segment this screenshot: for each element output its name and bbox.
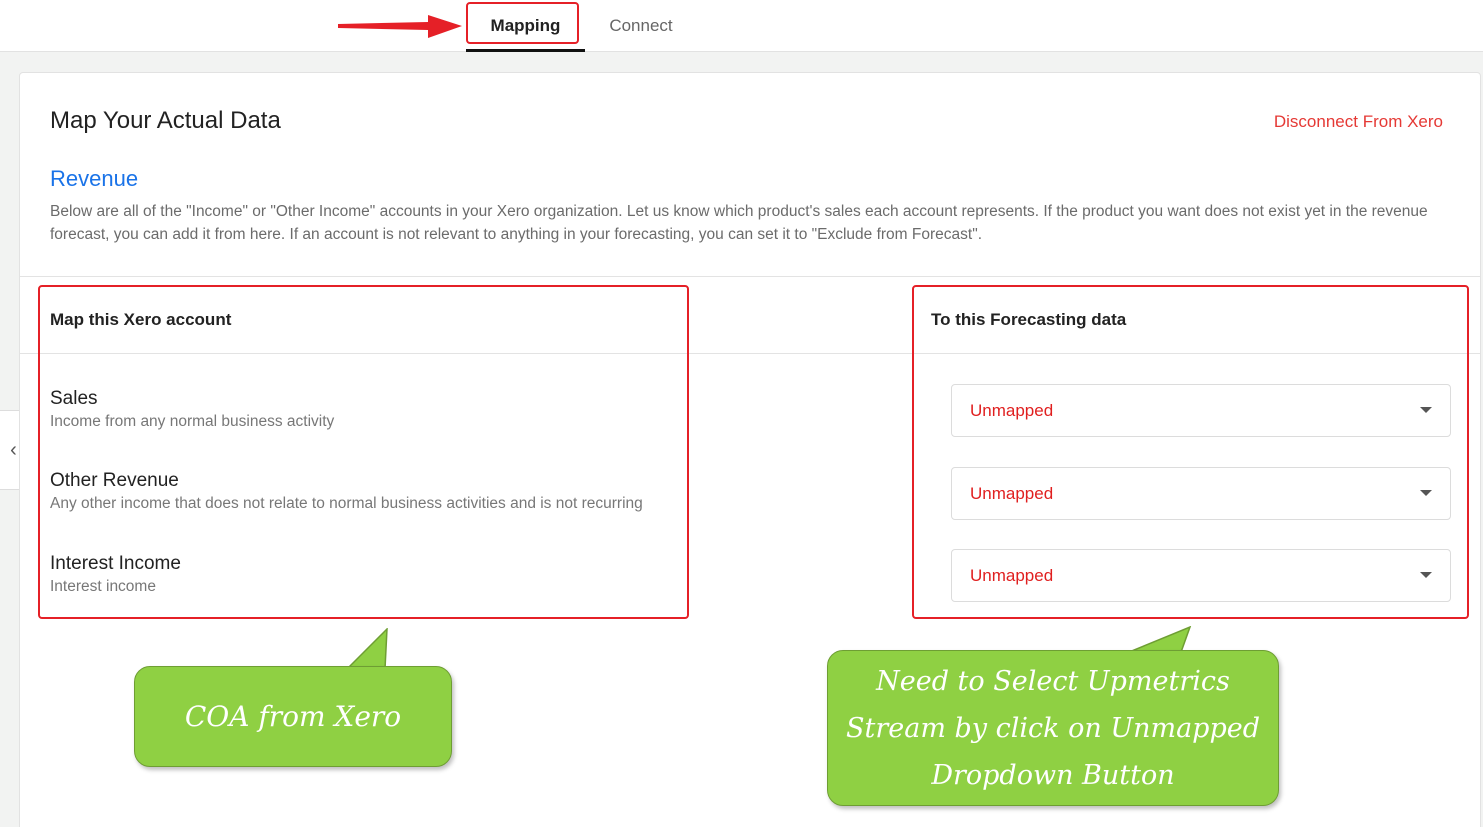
forecasting-data-highlight-box xyxy=(912,285,1469,619)
account-name: Sales xyxy=(50,388,98,409)
active-tab-indicator xyxy=(466,49,585,52)
xero-accounts-highlight-box xyxy=(38,285,689,619)
page-title: Map Your Actual Data xyxy=(50,107,281,134)
tab-connect-label: Connect xyxy=(609,16,673,35)
account-name: Other Revenue xyxy=(50,470,179,491)
column-header-forecasting-data: To this Forecasting data xyxy=(931,310,1127,329)
dropdown-value: Unmapped xyxy=(970,400,1054,420)
tab-connect[interactable] xyxy=(598,0,684,52)
mapping-tab-highlight-box xyxy=(466,2,579,44)
dropdown-value: Unmapped xyxy=(970,565,1054,585)
callout-text: COA from Xero xyxy=(184,700,402,733)
callout-select-stream xyxy=(827,650,1279,806)
section-description: Below are all of the "Income" or "Other Income" accounts in your Xero organization. Let us know which product's sales each account represents. If the product you want does not exist yet in the revenue forecast, you can add it from here. If an account is not relevant to anything in your forecasting, you can set it to "Exclude from Forecast". xyxy=(50,203,1428,243)
account-description: Income from any normal business activity xyxy=(50,413,335,430)
tab-mapping-label: Mapping xyxy=(490,16,561,35)
column-header-xero-account: Map this Xero account xyxy=(50,310,232,329)
divider xyxy=(20,276,1480,277)
chevron-left-icon: ‹ xyxy=(10,438,17,461)
top-tab-bar xyxy=(0,0,1483,52)
dropdown-value: Unmapped xyxy=(970,483,1054,503)
account-name: Interest Income xyxy=(50,553,181,574)
disconnect-xero-link[interactable]: Disconnect From Xero xyxy=(1273,112,1443,131)
account-description: Any other income that does not relate to normal business activities and is not recurring xyxy=(50,495,643,512)
account-description: Interest income xyxy=(50,578,156,595)
section-title-revenue: Revenue xyxy=(50,166,139,191)
red-arrow-icon xyxy=(336,10,466,44)
callout-coa-from-xero xyxy=(134,666,452,767)
callout-text: Need to Select Upmetrics Stream by click on Unmapped Dropdown Button xyxy=(846,665,1260,791)
callout-tail xyxy=(345,628,395,670)
